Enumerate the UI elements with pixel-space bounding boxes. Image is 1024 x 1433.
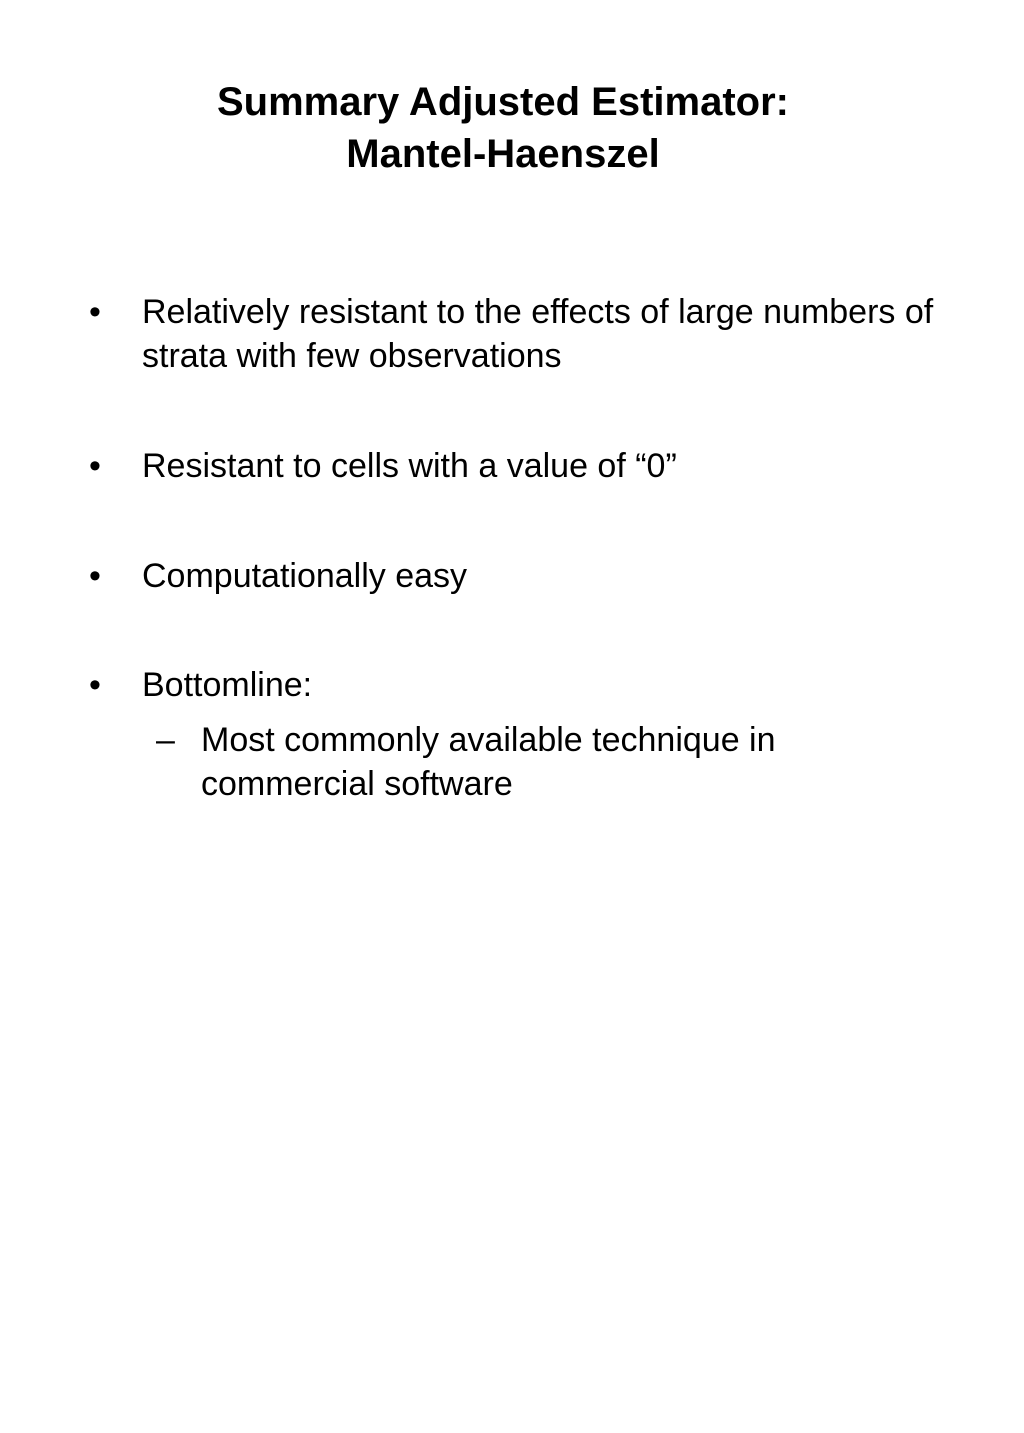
sub-bullet-marker: – bbox=[156, 721, 175, 759]
slide-title-line-2: Mantel-Haenszel bbox=[346, 132, 660, 176]
bullet-text: Relatively resistant to the effects of large numbers of strata with few observations bbox=[142, 293, 934, 375]
bullet-text: Resistant to cells with a value of “0” bbox=[142, 447, 677, 485]
bullet-text: Computationally easy bbox=[142, 557, 468, 595]
bullet-marker: • bbox=[89, 557, 101, 595]
bullet-marker: • bbox=[89, 447, 101, 485]
slide-title bbox=[0, 76, 1006, 180]
bullet-marker: • bbox=[89, 666, 101, 704]
bullet-text: Bottomline: bbox=[142, 666, 313, 704]
sub-bullet-text: Most commonly available technique in commercial software bbox=[201, 721, 776, 803]
bullet-marker: • bbox=[89, 293, 101, 331]
slide-title-line-1: Summary Adjusted Estimator: bbox=[217, 80, 789, 124]
